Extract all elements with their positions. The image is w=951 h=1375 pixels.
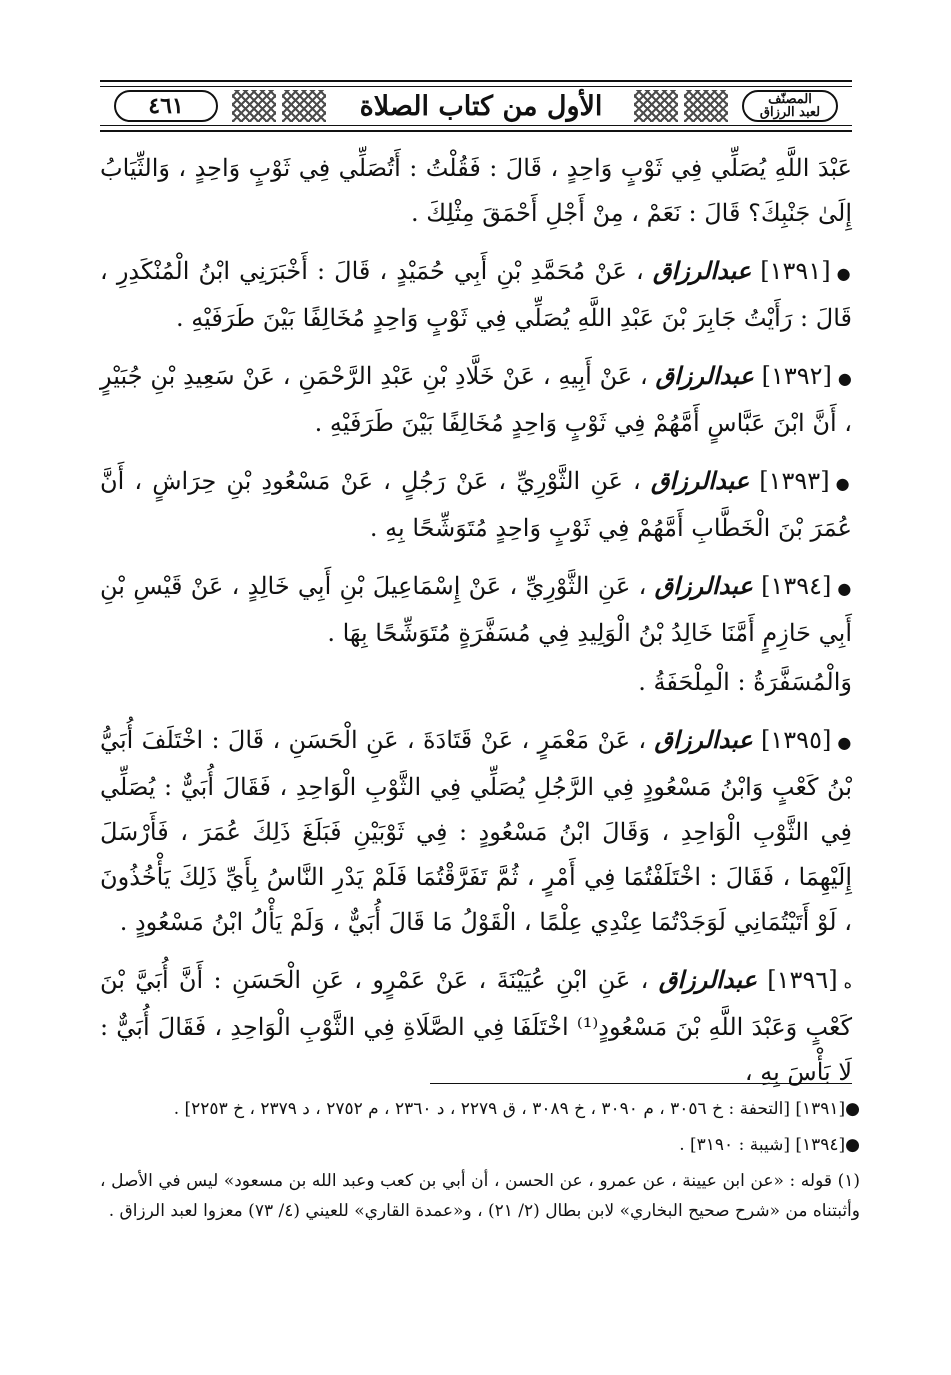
hadith-marker: ه xyxy=(843,973,852,992)
hadith-number: [١٣٩٣] xyxy=(759,467,830,495)
hadith-text: ، عَنِ الثَّوْرِيِّ ، عَنْ إِسْمَاعِيلَ بْنِ أَبِي خَالِدٍ ، عَنْ قَيْسِ بْنِ أَبِي حَازِمٍ أَمَّنَا خَالِدُ بْنُ الْوَلِيدِ فِي مُسَفَّرَةٍ مُتَوَشِّحًا بِهَا . xyxy=(100,572,852,647)
gloss-paragraph xyxy=(100,660,852,705)
narrator-name: عبدالرزاق xyxy=(650,466,750,495)
hadith-number: [١٣٩٥] xyxy=(761,726,832,754)
hadith-number: [١٣٩٦] xyxy=(767,966,838,994)
hadith-1395 xyxy=(100,717,852,945)
hadith-marker: ● xyxy=(837,579,852,598)
header-title: الأول من كتاب الصلاة xyxy=(359,90,603,122)
hadith-number: [١٣٩١] xyxy=(760,257,831,285)
hadith-text: ، عَنِ الثَّوْرِيِّ ، عَنْ رَجُلٍ ، عَنْ مَسْعُودِ بْنِ حِرَاشٍ ، أَنَّ عُمَرَ بْنَ الْخَطَّابِ أَمَّهُمْ فِي ثَوْبٍ وَاحِدٍ مُتَوَشِّحًا بِهِ . xyxy=(100,467,852,542)
header-ornament xyxy=(232,90,276,122)
page-number: ٤٦١ xyxy=(148,93,184,119)
hadith-number: [١٣٩٢] xyxy=(761,362,832,390)
book-emblem-line2: لعبد الرزاق xyxy=(759,105,821,120)
footnote-note-1: (١) قوله : «عن ابن عيينة ، عن عمرو ، عن الحسن ، أن أبي بن كعب وعبد الله بن مسعود» ليس في الأصل ، وأثبتناه من «شرح صحيح البخاري» لابن بطال (٢/ ٢١) ، و«عمدة القاري» للعيني (٤/ ٧٣) معزوا لعبد الرزاق . xyxy=(100,1171,860,1221)
main-text xyxy=(100,146,852,1107)
footnotes xyxy=(100,1094,860,1232)
footnote-separator xyxy=(430,1083,852,1084)
hadith-number: [١٣٩٤] xyxy=(761,572,832,600)
hadith-1396 xyxy=(100,957,852,1095)
page-number-cartouche xyxy=(114,90,218,122)
running-header xyxy=(100,80,852,132)
hadith-1392 xyxy=(100,353,852,446)
header-ornament xyxy=(634,90,678,122)
hadith-text: ، عَنْ مُحَمَّدِ بْنِ أَبِي حُمَيْدٍ ، قَالَ : أَخْبَرَنِي ابْنُ الْمُنْكَدِرِ ، قَالَ : رَأَيْتُ جَابِرَ بْنَ عَبْدِ اللَّهِ يُصَلِّي فِي ثَوْبٍ وَاحِدٍ مُخَالِفًا بَيْنَ طَرَفَيْهِ . xyxy=(100,257,852,332)
narrator-name: عبدالرزاق xyxy=(655,361,754,390)
hadith-text: ، عَنْ أَبِيهِ ، عَنْ خَلَّادِ بْنِ عَبْدِ الرَّحْمَنِ ، عَنْ سَعِيدِ بْنِ جُبَيْرٍ ، أَنَّ ابْنَ عَبَّاسٍ أَمَّهُمْ فِي ثَوْبٍ وَاحِدٍ مُخَالِفًا بَيْنَ طَرَفَيْهِ . xyxy=(100,362,852,437)
footnote-1394: ●[١٣٩٤] [شيبة : ٣١٩٠] . xyxy=(679,1135,860,1155)
hadith-text: ، عَنْ مَعْمَرٍ ، عَنْ قَتَادَةَ ، عَنِ الْحَسَنِ ، قَالَ : اخْتَلَفَ أُبَيُّ بْنُ كَعْبٍ وَابْنُ مَسْعُودٍ فِي الرَّجُلِ يُصَلِّي فِي الثَّوْبِ الْوَاحِدِ ، فَقَالَ أُبَيٌّ : يُصَلِّي فِي الثَّوْبِ الْوَاحِدِ ، وَقَالَ ابْنُ مَسْعُودٍ : فِي ثَوْبَيْنِ فَبَلَغَ ذَلِكَ عُمَرَ ، فَأَرْسَلَ إِلَيْهِمَا ، فَقَالَ : اخْتَلَفْتُمَا فِي أَمْرٍ ، ثُمَّ تَفَرَّقْتُمَا فَلَمْ يَدْرِ النَّاسُ بِأَيِّ ذَلِكَ يَأْخُذُونَ ، لَوْ أَتَيْتُمَانِي لَوَجَدْتُمَا عِنْدِي عِلْمًا ، الْقَوْلُ مَا قَالَ أُبَيٌّ ، وَلَمْ يَأْلُ ابْنُ مَسْعُودٍ . xyxy=(100,726,853,936)
narrator-name: عبدالرزاق xyxy=(654,571,753,600)
book-emblem-line1: المصنّف xyxy=(768,92,812,107)
hadith-marker: ● xyxy=(837,369,852,388)
narrator-name: عبدالرزاق xyxy=(654,725,753,754)
narrator-name: عبدالرزاق xyxy=(652,256,752,285)
header-ornament xyxy=(684,90,728,122)
paragraph-text: عَبْدَ اللَّهِ يُصَلِّي فِي ثَوْبٍ وَاحِدٍ ، قَالَ : فَقُلْتُ : أَتُصَلِّي فِي ثَوْبٍ وَاحِدٍ ، وَالثِّيَابُ إِلَىٰ جَنْبِكَ؟ قَالَ : نَعَمْ ، مِنْ أَجْلِ أَحْمَقَ مِثْلِكَ . xyxy=(100,154,852,227)
header-ornament xyxy=(282,90,326,122)
hadith-1391 xyxy=(100,248,852,341)
book-emblem xyxy=(742,90,838,122)
hadith-1393 xyxy=(100,458,852,551)
narrator-name: عبدالرزاق xyxy=(658,965,757,994)
hadith-1394 xyxy=(100,563,852,656)
hadith-marker: ● xyxy=(836,264,853,283)
continuation-paragraph xyxy=(100,146,852,236)
hadith-marker: ● xyxy=(835,474,852,493)
footnote-1391: ●[١٣٩١] [التحفة : خ ٣٠٥٦ ، م ٣٠٩٠ ، خ ٣٠٨٩ ، ق ٢٢٧٩ ، د ٢٣٦٠ ، م ٢٧٥٢ ، د ٢٣٧٩ ، خ ٢٢٥٣] . xyxy=(173,1099,860,1119)
gloss-text: وَالْمُسَفَّرَةُ : الْمِلْحَفَةُ . xyxy=(638,668,852,696)
hadith-text: ، عَنِ ابْنِ عُيَيْنَةَ ، عَنْ عَمْرٍو ، عَنِ الْحَسَنِ : أَنَّ أُبَيَّ بْنَ كَعْبٍ وَعَبْدَ اللَّهِ بْنَ مَسْعُودٍ⁽¹⁾ اخْتَلَفَا فِي الصَّلَاةِ فِي الثَّوْبِ الْوَاحِدِ ، فَقَالَ أُبَيٌّ : لَا بَأْسَ بِهِ ، xyxy=(100,966,852,1086)
hadith-marker: ● xyxy=(837,733,852,752)
